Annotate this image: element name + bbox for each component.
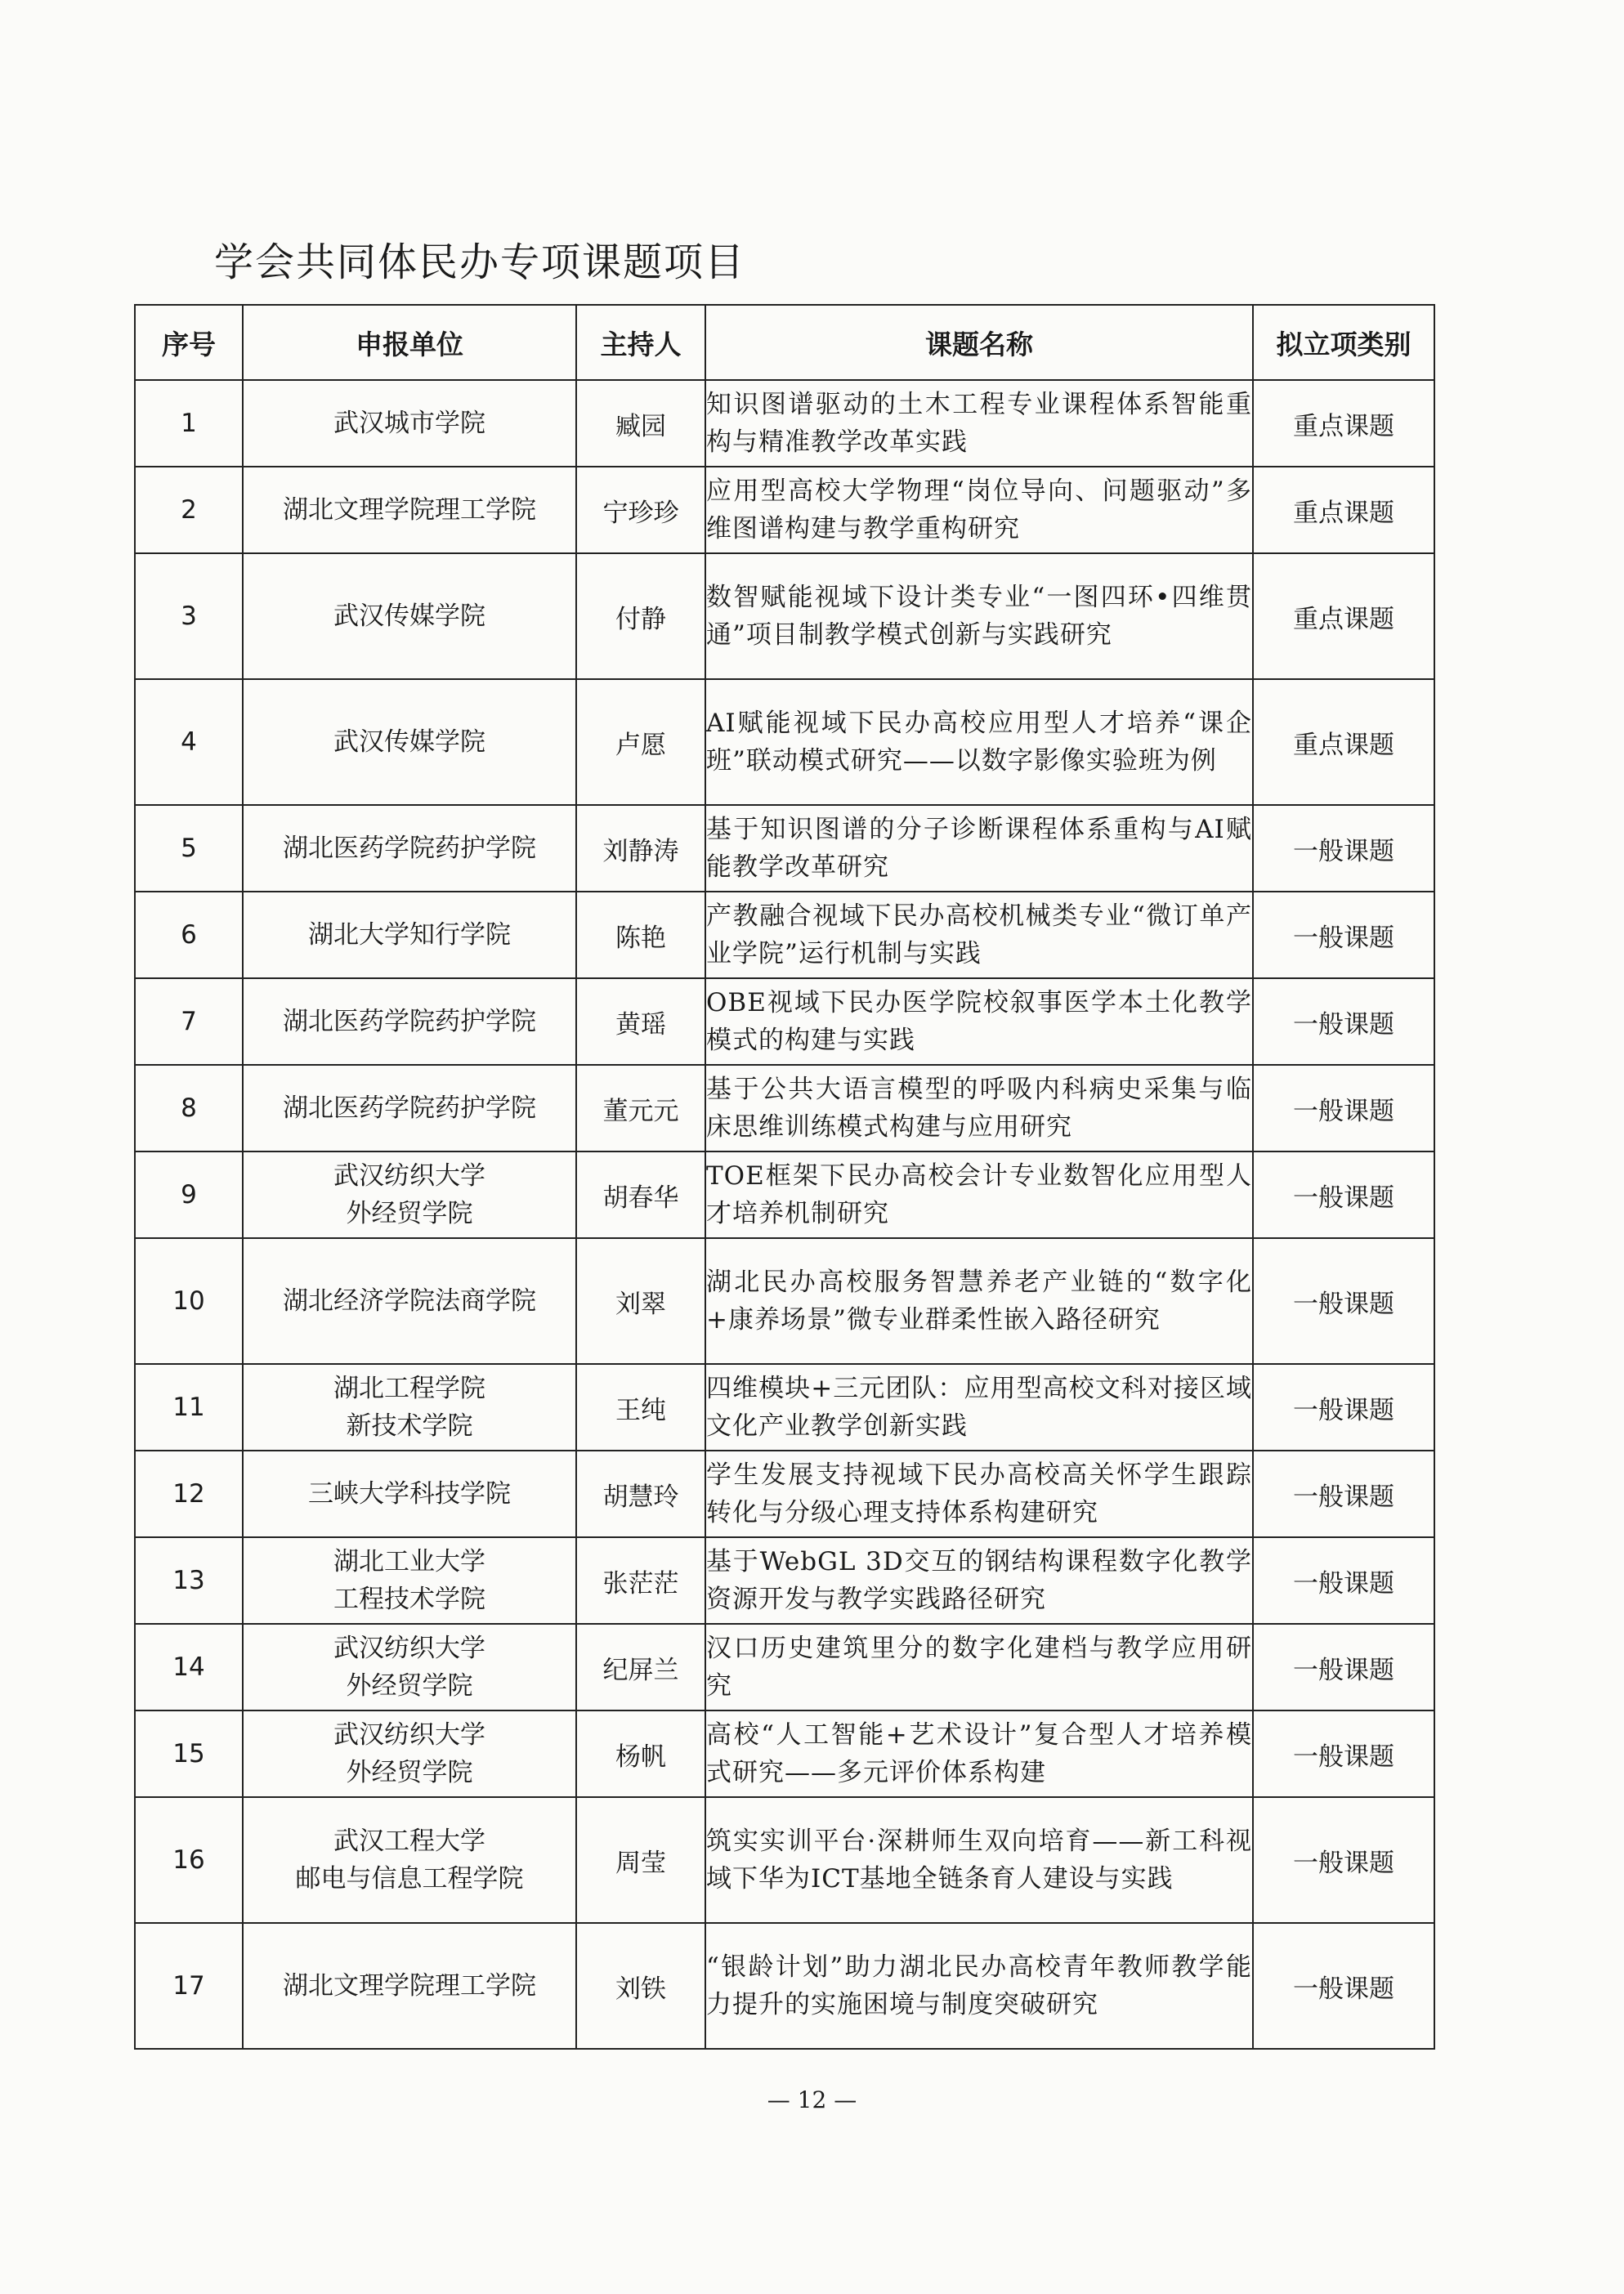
header-unit: 申报单位 (243, 305, 576, 380)
table-row (135, 553, 1434, 679)
project-category: 重点课题 (1253, 380, 1434, 467)
table-row (135, 892, 1434, 978)
project-title: 数智赋能视域下设计类专业“一图四环•四维贯通”项目制教学模式创新与实践研究 (705, 553, 1253, 679)
project-category: 一般课题 (1253, 1065, 1434, 1151)
project-category: 一般课题 (1253, 1624, 1434, 1710)
project-host: 付静 (576, 553, 705, 679)
project-host: 刘铁 (576, 1923, 705, 2049)
applicant-unit (243, 1065, 576, 1151)
project-title: 湖北民办高校服务智慧养老产业链的“数字化+康养场景”微专业群柔性嵌入路径研究 (705, 1238, 1253, 1364)
applicant-unit-line: 湖北工业大学 (333, 1547, 485, 1576)
table-row (135, 1710, 1434, 1797)
project-title: 基于WebGL 3D交互的钢结构课程数字化教学资源开发与教学实践路径研究 (705, 1537, 1253, 1624)
project-host: 宁珍珍 (576, 467, 705, 553)
project-title: 学生发展支持视域下民办高校高关怀学生跟踪转化与分级心理支持体系构建研究 (705, 1451, 1253, 1537)
applicant-unit (243, 1238, 576, 1364)
project-host: 黄瑶 (576, 978, 705, 1065)
table-row (135, 1537, 1434, 1624)
project-category: 一般课题 (1253, 892, 1434, 978)
project-host: 卢愿 (576, 679, 705, 805)
applicant-unit (243, 1451, 576, 1537)
project-host: 臧园 (576, 380, 705, 467)
project-host: 王纯 (576, 1364, 705, 1451)
applicant-unit-line: 湖北大学知行学院 (308, 920, 511, 950)
applicant-unit-line: 武汉传媒学院 (333, 601, 485, 631)
applicant-unit-line: 湖北文理学院理工学院 (283, 495, 536, 525)
table-row (135, 1451, 1434, 1537)
project-host: 陈艳 (576, 892, 705, 978)
row-number: 8 (135, 1065, 243, 1151)
table-row (135, 805, 1434, 892)
project-host: 张茫茫 (576, 1537, 705, 1624)
project-category: 重点课题 (1253, 679, 1434, 805)
applicant-unit-line: 武汉纺织大学 (333, 1634, 485, 1663)
applicant-unit-line: 工程技术学院 (333, 1585, 485, 1614)
row-number: 4 (135, 679, 243, 805)
applicant-unit-line: 武汉纺织大学 (333, 1720, 485, 1750)
project-title: 四维模块+三元团队：应用型高校文科对接区域文化产业教学创新实践 (705, 1364, 1253, 1451)
applicant-unit (243, 1710, 576, 1797)
project-title: 基于知识图谱的分子诊断课程体系重构与AI赋能教学改革研究 (705, 805, 1253, 892)
applicant-unit-line: 湖北医药学院药护学院 (283, 834, 536, 863)
project-category: 重点课题 (1253, 553, 1434, 679)
row-number: 9 (135, 1151, 243, 1238)
table-header-row (135, 305, 1434, 380)
project-category: 重点课题 (1253, 467, 1434, 553)
project-host: 胡慧玲 (576, 1451, 705, 1537)
project-category: 一般课题 (1253, 805, 1434, 892)
applicant-unit (243, 978, 576, 1065)
project-host: 周莹 (576, 1797, 705, 1923)
applicant-unit-line: 湖北医药学院药护学院 (283, 1093, 536, 1123)
project-host: 刘翠 (576, 1238, 705, 1364)
header-category: 拟立项类别 (1253, 305, 1434, 380)
project-host: 董元元 (576, 1065, 705, 1151)
page-title: 学会共同体民办专项课题项目 (214, 239, 746, 285)
table-body (135, 380, 1434, 2049)
row-number: 11 (135, 1364, 243, 1451)
row-number: 15 (135, 1710, 243, 1797)
header-host: 主持人 (576, 305, 705, 380)
applicant-unit-line: 邮电与信息工程学院 (295, 1864, 524, 1894)
applicant-unit-line: 湖北经济学院法商学院 (283, 1286, 536, 1316)
project-title: 筑实实训平台·深耕师生双向培育——新工科视域下华为ICT基地全链条育人建设与实践 (705, 1797, 1253, 1923)
applicant-unit (243, 1624, 576, 1710)
row-number: 17 (135, 1923, 243, 2049)
project-category: 一般课题 (1253, 1537, 1434, 1624)
table-row (135, 1364, 1434, 1451)
applicant-unit (243, 1364, 576, 1451)
project-category: 一般课题 (1253, 1710, 1434, 1797)
applicant-unit (243, 1151, 576, 1238)
project-title: “银龄计划”助力湖北民办高校青年教师教学能力提升的实施困境与制度突破研究 (705, 1923, 1253, 2049)
project-category: 一般课题 (1253, 1923, 1434, 2049)
project-host: 胡春华 (576, 1151, 705, 1238)
row-number: 12 (135, 1451, 243, 1537)
applicant-unit (243, 1923, 576, 2049)
project-host: 刘静涛 (576, 805, 705, 892)
applicant-unit-line: 外经贸学院 (346, 1199, 473, 1228)
applicant-unit (243, 467, 576, 553)
row-number: 10 (135, 1238, 243, 1364)
table-row (135, 679, 1434, 805)
applicant-unit (243, 1537, 576, 1624)
project-host: 纪屏兰 (576, 1624, 705, 1710)
row-number: 1 (135, 380, 243, 467)
project-category: 一般课题 (1253, 978, 1434, 1065)
project-title: 知识图谱驱动的土木工程专业课程体系智能重构与精准教学改革实践 (705, 380, 1253, 467)
applicant-unit (243, 380, 576, 467)
project-title: 基于公共大语言模型的呼吸内科病史采集与临床思维训练模式构建与应用研究 (705, 1065, 1253, 1151)
applicant-unit-line: 武汉纺织大学 (333, 1161, 485, 1191)
table-row (135, 1238, 1434, 1364)
project-category: 一般课题 (1253, 1151, 1434, 1238)
project-title: 应用型高校大学物理“岗位导向、问题驱动”多维图谱构建与教学重构研究 (705, 467, 1253, 553)
project-title: 汉口历史建筑里分的数字化建档与教学应用研究 (705, 1624, 1253, 1710)
table-row (135, 467, 1434, 553)
row-number: 14 (135, 1624, 243, 1710)
project-title: TOE框架下民办高校会计专业数智化应用型人才培养机制研究 (705, 1151, 1253, 1238)
table-row (135, 1923, 1434, 2049)
applicant-unit-line: 外经贸学院 (346, 1671, 473, 1701)
project-category: 一般课题 (1253, 1238, 1434, 1364)
table-row (135, 1624, 1434, 1710)
project-host: 杨帆 (576, 1710, 705, 1797)
applicant-unit (243, 553, 576, 679)
applicant-unit-line: 新技术学院 (346, 1411, 473, 1441)
applicant-unit (243, 1797, 576, 1923)
applicant-unit-line: 湖北医药学院药护学院 (283, 1007, 536, 1036)
project-category: 一般课题 (1253, 1451, 1434, 1537)
projects-table (134, 304, 1435, 2050)
applicant-unit (243, 892, 576, 978)
row-number: 7 (135, 978, 243, 1065)
header-num: 序号 (135, 305, 243, 380)
row-number: 5 (135, 805, 243, 892)
row-number: 2 (135, 467, 243, 553)
page-number: — 12 — (767, 2086, 857, 2113)
row-number: 6 (135, 892, 243, 978)
applicant-unit (243, 805, 576, 892)
project-category: 一般课题 (1253, 1364, 1434, 1451)
row-number: 13 (135, 1537, 243, 1624)
project-title: 高校“人工智能+艺术设计”复合型人才培养模式研究——多元评价体系构建 (705, 1710, 1253, 1797)
table-row (135, 1151, 1434, 1238)
applicant-unit (243, 679, 576, 805)
applicant-unit-line: 三峡大学科技学院 (308, 1479, 511, 1509)
project-title: AI赋能视域下民办高校应用型人才培养“课企班”联动模式研究——以数字影像实验班为例 (705, 679, 1253, 805)
row-number: 3 (135, 553, 243, 679)
applicant-unit-line: 武汉传媒学院 (333, 727, 485, 757)
table-row (135, 1065, 1434, 1151)
project-category: 一般课题 (1253, 1797, 1434, 1923)
applicant-unit-line: 武汉城市学院 (333, 409, 485, 438)
table-row (135, 1797, 1434, 1923)
project-title: OBE视域下民办医学院校叙事医学本土化教学模式的构建与实践 (705, 978, 1253, 1065)
applicant-unit-line: 武汉工程大学 (333, 1827, 485, 1856)
table-row (135, 380, 1434, 467)
project-title: 产教融合视域下民办高校机械类专业“微订单产业学院”运行机制与实践 (705, 892, 1253, 978)
applicant-unit-line: 湖北文理学院理工学院 (283, 1971, 536, 2001)
header-title: 课题名称 (705, 305, 1253, 380)
row-number: 16 (135, 1797, 243, 1923)
applicant-unit-line: 湖北工程学院 (333, 1374, 485, 1403)
applicant-unit-line: 外经贸学院 (346, 1758, 473, 1787)
table-row (135, 978, 1434, 1065)
